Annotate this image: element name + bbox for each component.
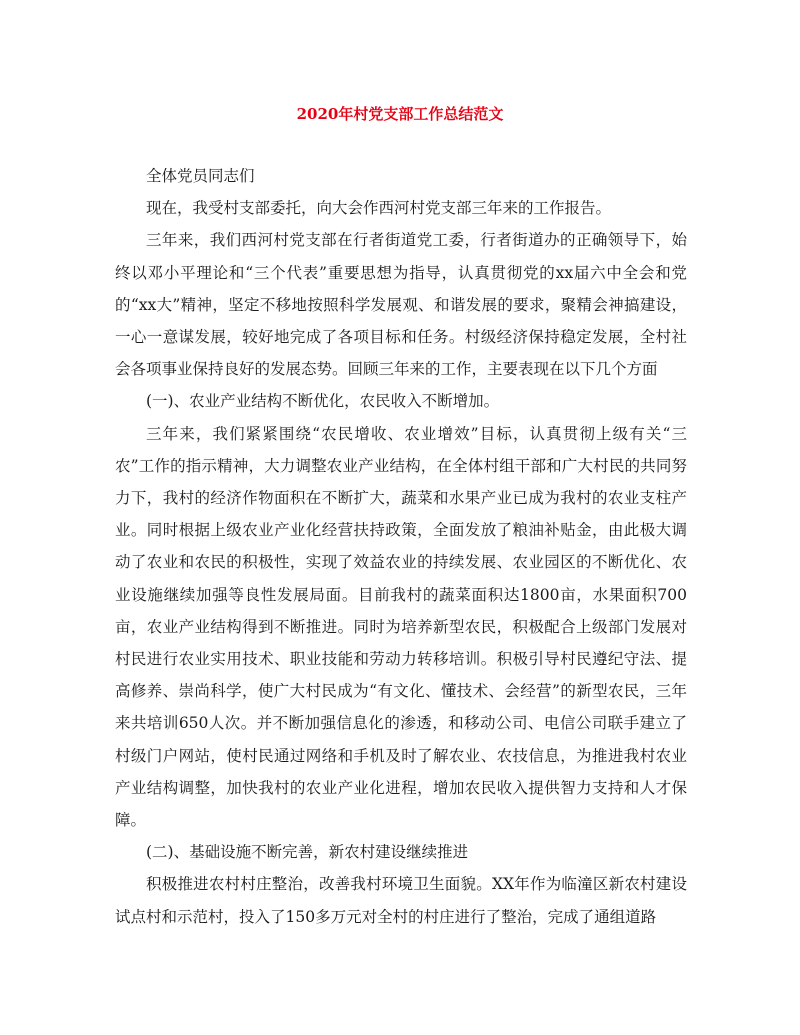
section-1-paragraph: 三年来，我们紧紧围绕“农民增收、农业增效”目标，认真贯彻上级有关“三农”工作的指示精神，大力调整农业产业结构，在全体村组干部和广大村民的共同努力下，我村的经济作物面积在不断扩大，蔬菜和水果产业已成为我村的农业支柱产业。同时根据上级农业产业化经营扶持政策，全面发放了粮油补贴金，由此极大调动了农业和农民的积极性，实现了效益农业的持续发展、农业园区的不断优化、农业设施继续加强等良性发展局面。目前我村的蔬菜面积达1800亩，水果面积700亩，农业产业结构得到不断推进。同时为培养新型农民，积极配合上级部门发展对村民进行农业实用技术、职业技能和劳动力转移培训。积极引导村民遵纪守法、提高修养、崇尚科学，使广大村民成为“有文化、懂技术、会经营”的新型农民，三年来共培训650人次。并不断加强信息化的渗透，和移动公司、电信公司联手建立了村级门户网站，使村民通过网络和手机及时了解农业、农技信息，为推进我村农业产业结构调整，加快我村的农业产业化进程，增加农民收入提供智力支持和人才保障。	[115, 424, 687, 830]
intro-paragraph: 现在，我受村支部委托，向大会作西河村党支部三年来的工作报告。	[146, 199, 612, 218]
section-heading-1: (一)、农业产业结构不断优化，农民收入不断增加。	[146, 392, 500, 411]
salutation-paragraph: 全体党员同志们	[146, 167, 255, 185]
document-body	[115, 160, 687, 933]
document-title: 2020年村党支部工作总结范文	[296, 105, 504, 123]
overview-paragraph: 三年来，我们西河村党支部在行者街道党工委，行者街道办的正确领导下，始终以邓小平理论和“三个代表”重要思想为指导，认真贯彻党的xx届六中全会和党的“xx大”精神，坚定不移地按照科学发展观、和谐发展的要求，聚精会神搞建设，一心一意谋发展，较好地完成了各项目标和任务。村级经济保持稳定发展，全村社会各项事业保持良好的发展态势。回顾三年来的工作，主要表现在以下几个方面	[115, 231, 687, 379]
section-heading-2: (二)、基础设施不断完善，新农村建设继续推进	[146, 843, 469, 862]
section-2-paragraph: 积极推进农村村庄整治，改善我村环境卫生面貌。XX年作为临潼区新农村建设试点村和示范村，投入了150多万元对全村的村庄进行了整治，完成了通组道路	[115, 875, 687, 926]
